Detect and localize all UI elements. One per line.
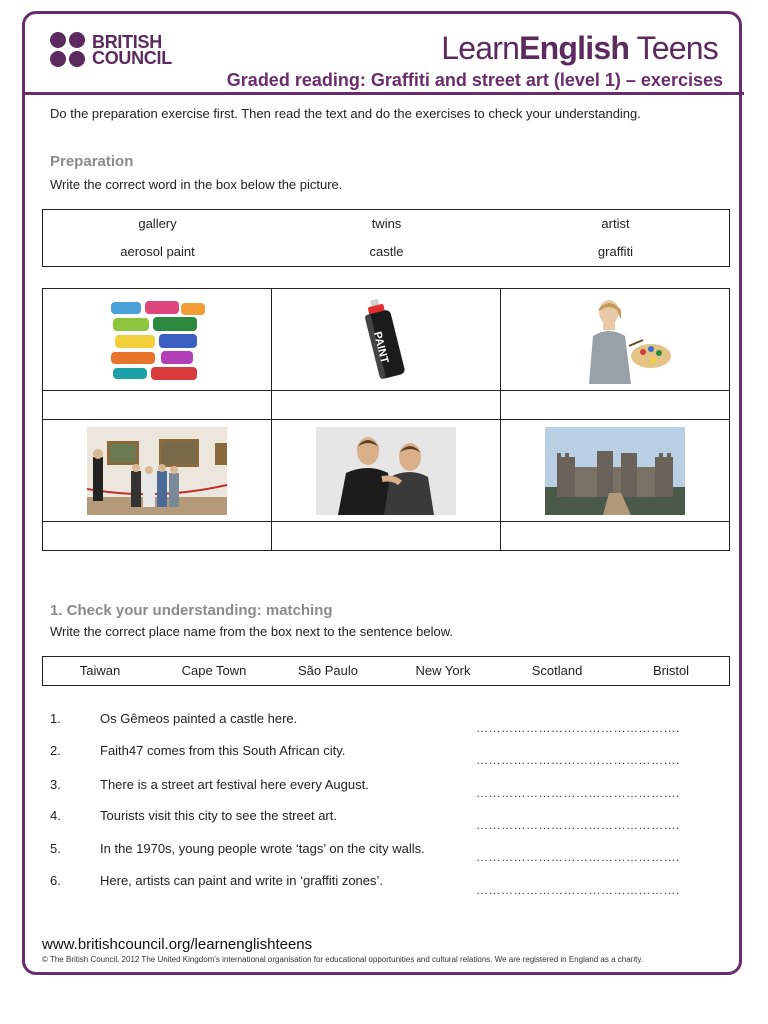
word-item: graffiti <box>597 244 634 259</box>
question-number: 5. <box>50 841 61 856</box>
preparation-instruction: Write the correct word in the box below the picture. <box>50 177 343 192</box>
question-text: There is a street art festival here every August. <box>100 777 369 792</box>
place-box <box>42 656 730 686</box>
picture-cell <box>43 289 272 391</box>
question-text: Here, artists can paint and write in ‘graffiti zones’. <box>100 873 384 888</box>
learnenglish-teens-brand: LearnEnglish Teens <box>441 30 718 66</box>
place-item: São Paulo <box>298 663 358 678</box>
word-item: artist <box>601 216 630 231</box>
picture-cell <box>43 420 272 522</box>
word-item: castle <box>369 244 404 259</box>
footer-copyright: © The British Council, 2012 The United Kingdom's international organisation for educational opportunities and cultural relations. We are registered in England as a charity. <box>42 955 643 964</box>
answer-box[interactable] <box>43 391 272 420</box>
gallery-image <box>87 427 227 515</box>
twins-image <box>316 427 456 515</box>
british-council-logo <box>50 32 172 67</box>
logo-dots-icon <box>50 32 85 67</box>
picture-cell <box>272 289 501 391</box>
matching-heading: 1. Check your understanding: matching <box>50 602 333 619</box>
intro-text: Do the preparation exercise first. Then read the text and do the exercises to check your understanding. <box>50 106 641 121</box>
answer-line[interactable]: …………………………………………. <box>476 786 680 800</box>
page-title: Graded reading: Graffiti and street art (level 1) – exercises <box>226 70 723 90</box>
picture-table <box>42 288 730 551</box>
answer-box[interactable] <box>272 522 501 551</box>
answer-line[interactable]: …………………………………………. <box>476 818 680 832</box>
footer-url[interactable]: www.britishcouncil.org/learnenglishteens <box>42 936 313 953</box>
artist-image <box>545 296 685 384</box>
svg-text:PAINT: PAINT <box>370 329 391 365</box>
logo-line1: BRITISH <box>92 31 162 52</box>
word-item: twins <box>371 216 402 231</box>
question-text: Faith47 comes from this South African city. <box>100 743 346 758</box>
question-text: In the 1970s, young people wrote ‘tags’ on the city walls. <box>100 841 425 856</box>
castle-image <box>545 427 685 515</box>
question-text: Os Gêmeos painted a castle here. <box>100 711 298 726</box>
answer-box[interactable] <box>501 522 730 551</box>
question-number: 6. <box>50 873 61 888</box>
question-number: 3. <box>50 777 61 792</box>
question-number: 1. <box>50 711 61 726</box>
word-item: aerosol paint <box>120 244 195 259</box>
word-item: gallery <box>138 216 177 231</box>
answer-line[interactable]: …………………………………………. <box>476 721 680 735</box>
question-number: 2. <box>50 743 61 758</box>
answer-line[interactable]: …………………………………………. <box>476 850 680 864</box>
word-box <box>42 209 730 267</box>
answer-box[interactable] <box>501 391 730 420</box>
question-text: Tourists visit this city to see the street art. <box>100 808 337 823</box>
picture-cell <box>272 420 501 522</box>
spray-can-image <box>316 296 456 384</box>
picture-cell <box>501 420 730 522</box>
title-divider <box>22 92 744 95</box>
logo-line2: COUNCIL <box>92 47 172 68</box>
picture-cell <box>501 289 730 391</box>
place-item: Cape Town <box>181 663 247 678</box>
question-number: 4. <box>50 808 61 823</box>
place-item: New York <box>415 663 471 678</box>
answer-line[interactable]: …………………………………………. <box>476 883 680 897</box>
preparation-heading: Preparation <box>50 153 134 170</box>
graffiti-tags-image <box>87 296 227 384</box>
answer-line[interactable]: …………………………………………. <box>476 753 680 767</box>
answer-box[interactable] <box>272 391 501 420</box>
place-item: Taiwan <box>79 663 121 678</box>
matching-instruction: Write the correct place name from the box next to the sentence below. <box>50 624 453 639</box>
answer-box[interactable] <box>43 522 272 551</box>
place-item: Bristol <box>652 663 690 678</box>
place-item: Scotland <box>531 663 583 678</box>
